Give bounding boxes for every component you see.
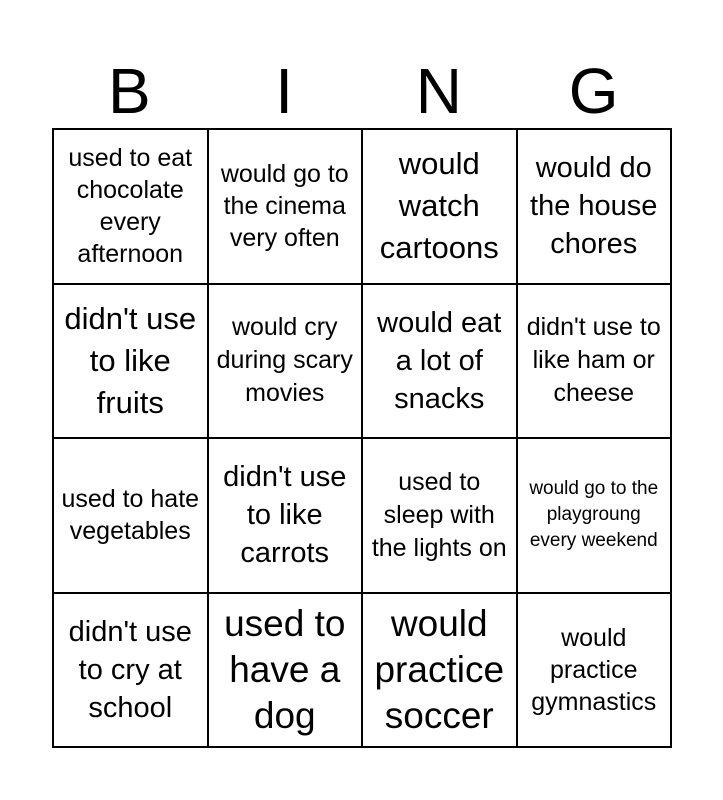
bingo-cell[interactable] — [54, 285, 209, 440]
bingo-cell[interactable] — [518, 285, 673, 440]
bingo-cell[interactable] — [209, 439, 364, 594]
cell-text: would cry during scary movies — [216, 313, 353, 408]
cell-text: used to hate vegetables — [61, 485, 200, 546]
cell-text: used to sleep with the lights on — [371, 467, 507, 562]
bingo-cell[interactable] — [54, 439, 209, 594]
bingo-cell[interactable] — [518, 130, 673, 285]
cell-text: would go to the playgroung every weekend — [529, 478, 659, 552]
bingo-header — [52, 56, 671, 126]
bingo-cell[interactable] — [209, 130, 364, 285]
bingo-cell[interactable] — [518, 594, 673, 749]
cell-text: used to have a dog — [224, 602, 346, 736]
bingo-cell[interactable] — [363, 594, 518, 749]
bingo-cell[interactable] — [209, 594, 364, 749]
cell-text: used to eat chocolate every afternoon — [68, 144, 193, 269]
bingo-cell[interactable] — [209, 285, 364, 440]
cell-text: didn't use to like carrots — [223, 461, 347, 570]
header-letter-n: N — [415, 55, 462, 127]
bingo-cell[interactable] — [363, 130, 518, 285]
cell-text: would watch cartoons — [379, 146, 499, 266]
cell-text: didn't use to like ham or cheese — [526, 313, 661, 408]
cell-text: would practice soccer — [374, 602, 505, 736]
bingo-board — [52, 128, 672, 748]
header-letter-b: B — [108, 55, 151, 127]
bingo-cell[interactable] — [54, 130, 209, 285]
cell-text: didn't use to cry at school — [68, 615, 192, 724]
cell-text: didn't use to like fruits — [64, 300, 197, 420]
cell-text: would eat a lot of snacks — [377, 306, 502, 415]
bingo-cell[interactable] — [54, 594, 209, 749]
bingo-cell[interactable] — [363, 285, 518, 440]
header-letter-g: G — [568, 55, 619, 127]
header-letter-i: I — [275, 55, 294, 127]
bingo-cell[interactable] — [363, 439, 518, 594]
bingo-cell[interactable] — [518, 439, 673, 594]
cell-text: would go to the cinema very often — [220, 160, 349, 253]
cell-text: would do the house chores — [530, 152, 658, 261]
cell-text: would practice gymnastics — [531, 623, 657, 716]
